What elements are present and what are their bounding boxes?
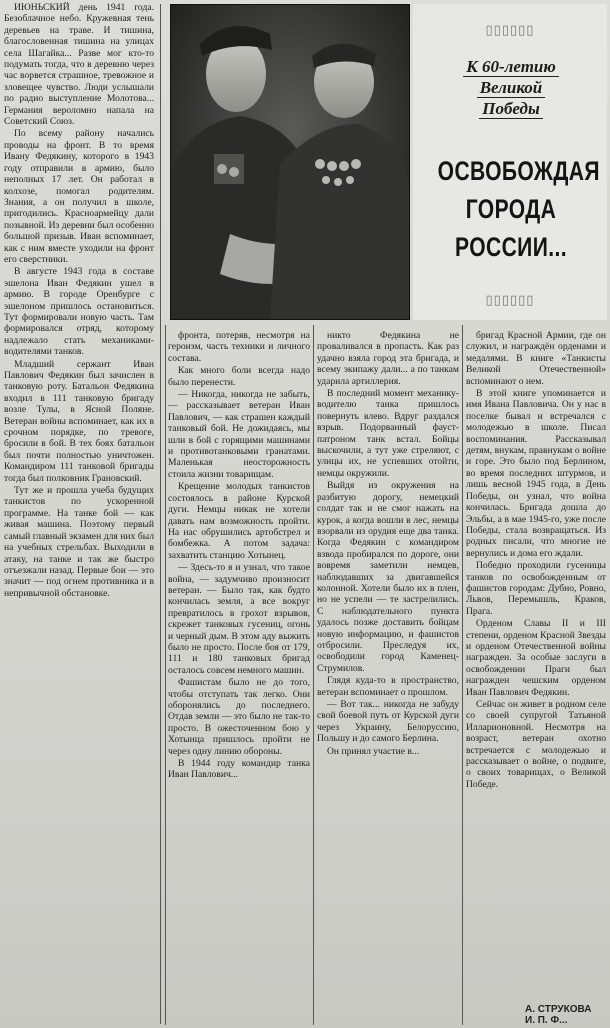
article-column-1 — [4, 2, 154, 1024]
author-name: А. СТРУКОВА — [525, 1004, 592, 1015]
paragraph: Глядя куда-то в пространство, ветеран вспоминает о прошлом. — [317, 675, 459, 698]
decorative-squares-bottom: ▯▯▯▯▯▯ — [485, 292, 535, 307]
anniversary-line-3: Победы — [479, 99, 543, 119]
column-divider — [160, 4, 161, 1024]
headline-line-2: ГОРОДА — [465, 194, 557, 224]
paragraph: Победно проходили гусеницы танков по освобожденным от фашистов городам: Дубно, Ровно, Львов, Перемышль, Краков, Прага. — [466, 560, 606, 617]
paragraph: Сейчас он живет в родном селе со своей супругой Татьяной Илларионовной. Несмотря на возраст, ветеран охотно встречается с молодежью и рассказывает о войне, о подвиге, о своих товарищах, о Великой Победе. — [466, 699, 606, 790]
paragraph: — Вот так... никогда не забуду свой боевой путь от Курской дуги через Украину, Белоруссию, Польшу и до самого Берлина. — [317, 699, 459, 745]
paragraph: В 1944 году командир танка Иван Павлович... — [168, 758, 310, 781]
veterans-photo — [170, 4, 410, 320]
paragraph: фронта, потеряв, несмотря на героизм, часть техники и личного состава. — [168, 330, 310, 364]
article-column-4 — [466, 330, 606, 1000]
anniversary-caption — [423, 56, 599, 119]
paragraph: — Никогда, никогда не забыть, — рассказывает ветеран Иван Павлович, — как страшен каждый танковый бой. Не дожидаясь, мы шли в бой с горящими машинами и противотанковыми гранатами. Маленькая неосторожность стоила жизни товарищам. — [168, 389, 310, 480]
paragraph: бригад Красной Армии, где он служил, и награждён орденами и медалями. В книге «Танкисты Великой Отечественной» вспоминают о нем. — [466, 330, 606, 387]
headline-line-1: ОСВОБОЖДАЯ — [437, 156, 600, 186]
column-divider — [165, 325, 166, 1025]
headline-line-3: РОССИИ... — [455, 232, 567, 262]
decorative-squares-top: ▯▯▯▯▯▯ — [485, 22, 535, 37]
column-divider — [313, 325, 314, 1025]
paragraph: ИЮНЬСКИЙ день 1941 года. Безоблачное небо. Кружевная тень деревьев на траве. И тишина, благословенная тишина на улицах села Шагайка... Разве мог кто-то подумать тогда, что в деревню через час ворвется страшное, тревожное и зловещее чувство. Люди услышали по радио выступление Молотова... Германия вероломно напала на Советский Союз. — [4, 2, 154, 128]
paragraph: Как много боли всегда надо было перенести. — [168, 365, 310, 388]
paragraph: В августе 1943 года в составе эшелона Иван Федякин ушел в армию. В городе Оренбурге с эшелоном пришлось остановиться. Тут формировали новую часть. Там формировался отряд, которому надлежало стать механиками-водителями танков. — [4, 266, 154, 358]
paragraph: Младший сержант Иван Павлович Федякин был зачислен в танковую роту. Батальон Федякина входил в 111 танковую бригаду возле Тулы, в Ясной Поляне. Ветеран войны вспоминает, как их в срочном порядке, по тревоге, бросили в бой. В тех боях батальон был почти полностью уничтожен. Командиром 111 танковой бригады тогда был полковник Грановский. — [4, 358, 154, 484]
paragraph: никто Федякина не проваливался в пропасть. Как раз удачно взяла город эта бригада, и всему экипажу дали... а по танкам ударила артиллерия. — [317, 330, 459, 387]
headline — [437, 152, 600, 266]
anniversary-line-1: К 60-летию — [463, 57, 559, 77]
paragraph: Крещение молодых танкистов состоялось в районе Курской дуги. Немцы никак не хотели давать нам возможность пройти. На нас обрушились артобстрел и бомбежка. А потом задача: захватить станцию Хотынец. — [168, 481, 310, 561]
paragraph: В этой книге упоминается и имя Ивана Павловича. Он у нас в поселке бывал и встречался с молодежью в школе. Писал воспоминания. Рассказывал детям, внукам, правнукам о войне и горе. Это было под Берлином, во время последних штурмов, и лишь весной 1945 года, в День Победы, он узнал, что война кончилась. Бригада дошла до Эльбы, а в мае 1945-го, уже после Победы, стала возвращаться. Из родных писали, что многие не вернулись и дома его ждали. — [466, 388, 606, 559]
paragraph: По всему району начались проводы на фронт. В то время Ивану Федякину, которого в 1943 году отправили в армию, было неполных 17 лет. Он работал в колхозе, помогал родителям. Знания, а он получил в школе, пригодились. Красноармейцу дали позывной. Из деревни был особенно большой призыв. Иван вспоминает, как с ним вместе уходили на фронт его сверстники. — [4, 128, 154, 265]
author-name-second: И. П. Ф... — [525, 1015, 568, 1026]
paragraph: — Здесь-то я и узнал, что такое война, — задумчиво произносит ветеран. — Было так, как будто кончилась земля, а все вокруг превратилось в грохот взрывов, скрежет танковых гусениц, огонь и черный дым. В этом аду выжить было не просто. После боя от 179, 111 и 180 танковых бригад осталось совсем немного машин. — [168, 562, 310, 676]
article-heading-box — [413, 4, 607, 320]
author-signature — [525, 1004, 610, 1026]
article-column-3 — [317, 330, 459, 1024]
article-column-2 — [168, 330, 310, 1024]
paragraph: Тут же и прошла учеба будущих танкистов по ускоренной программе. На танке бой — как живая машина. Поэтому первый самый главный экзамен для них был на учебных стрельбах. Выходили в атаку, на танке и так же быстро отъезжали назад. Первые бои — это значит — под огнем противника и в непривычной обстановке. — [4, 485, 154, 599]
paragraph: Он принял участие в... — [327, 745, 420, 757]
paragraph: Выйдя из окружения на разбитую дорогу, немецкий солдат так и не смог нажать на курок, а когда вошли в лес, немцы взорвали из орудия еще два танка. Когда Федякин с командиром взвода пробирался по дороге, они вовремя заметили немцев, наблюдавших за двигавшейся колонной. Хотели было их в плен, но не успели — те застрелились. С наблюдательного пункта удалось позже доставить бойцам новую информацию, и фашистов отбросили. Преследуя их, освободили город Каменец-Струмилов. — [317, 480, 459, 674]
paragraph: Фашистам было не до того, чтобы отступать так легко. Они оборонялись до последнего. Отдав земли — это было не так-то просто. В ожесточенном бою у Хотынца пришлось пройти не через одну линию обороны. — [168, 677, 310, 757]
paragraph: В последний момент механику-водителю танка пришлось повернуть влево. Вдруг раздался взрыв. Подорванный фауст-патроном танк встал. Бойцы выскочили, а тут уже стреляют, с улицы их, не успевших отойти, немцы окружили. — [317, 388, 459, 479]
paragraph: Орденом Славы II и III степени, орденом Красной Звезды и орденом Отечественной войны награжден. За особые заслуги в освобождении Праги был награжден чешским орденом Иван Павлович Федякин. — [466, 618, 606, 698]
column-divider — [462, 325, 463, 1025]
anniversary-line-2: Великой — [477, 78, 546, 98]
two-soldiers-photo-illustration — [170, 4, 410, 320]
